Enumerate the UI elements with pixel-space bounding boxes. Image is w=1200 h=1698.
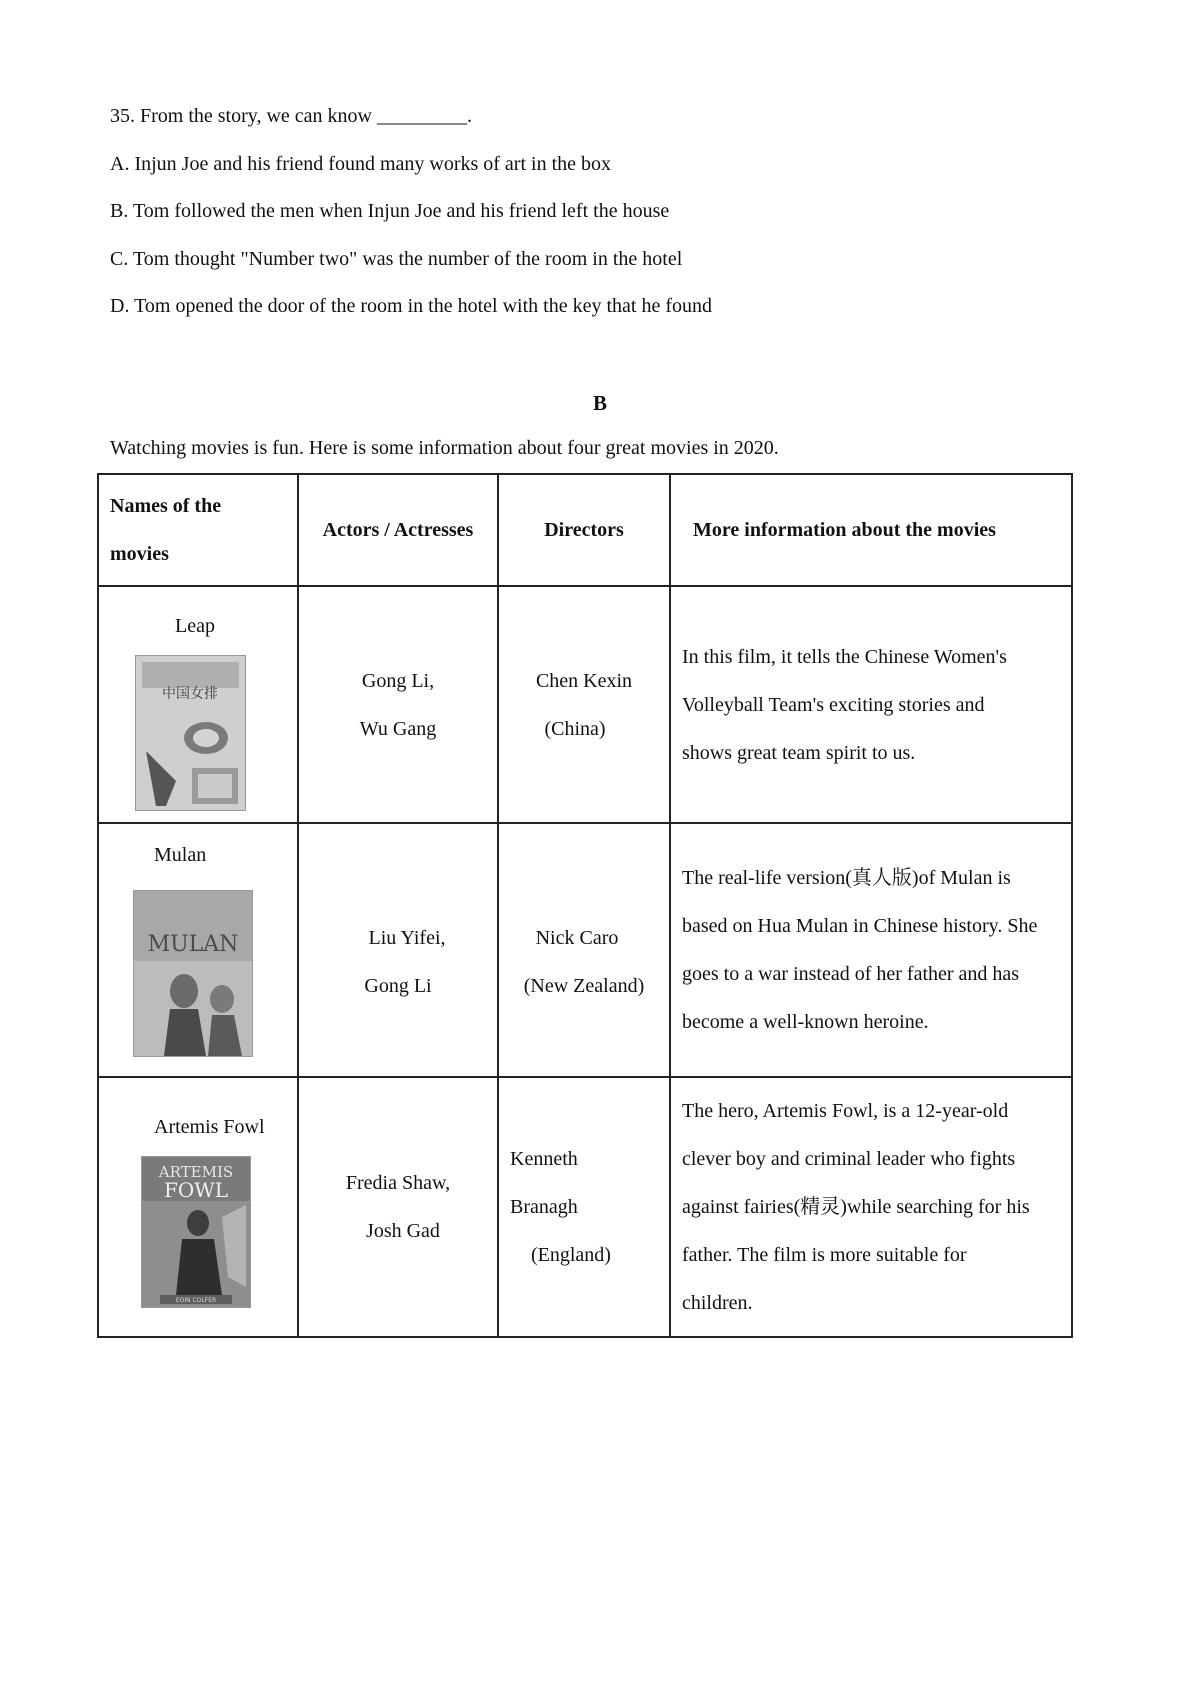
movie-poster-leap — [135, 655, 246, 811]
director-country: (England) — [531, 1244, 611, 1266]
movie-name-cell — [98, 823, 298, 1077]
actors-cell — [298, 823, 498, 1077]
info-line: In this film, it tells the Chinese Women's — [682, 645, 1007, 668]
movie-poster-mulan — [133, 890, 253, 1057]
table-header-row — [98, 474, 1072, 586]
header-names-line2: movies — [110, 543, 169, 565]
actor-name: Gong Li, — [361, 669, 435, 692]
poster-author-text: EOIN COLFER — [175, 1297, 217, 1304]
movie-poster-artemis-fowl — [141, 1156, 251, 1308]
actors-cell — [298, 586, 498, 823]
director-country: (New Zealand) — [523, 975, 645, 997]
director-name: Nick Caro — [535, 927, 619, 949]
table-row — [98, 823, 1072, 1077]
actor-name: Liu Yifei, — [368, 927, 446, 949]
poster-leap-icon — [136, 656, 245, 810]
poster-artemis-text: ARTEMIS — [158, 1163, 234, 1181]
poster-artemis-icon — [142, 1157, 250, 1307]
info-line: goes to a war instead of her father and has — [682, 963, 1020, 985]
section-intro: Watching movies is fun. Here is some information about four great movies in 2020. — [110, 437, 779, 459]
header-names — [98, 474, 298, 586]
info-cell — [670, 586, 1072, 823]
actor-name: Fredia Shaw, — [345, 1172, 451, 1194]
director-cell — [498, 1077, 670, 1337]
header-names-line1: Names of the — [110, 495, 222, 517]
info-line: father. The film is more suitable for — [682, 1244, 967, 1266]
info-cell — [670, 1077, 1072, 1337]
info-line: become a well-known heroine. — [682, 1011, 929, 1033]
header-actors: Actors / Actresses — [298, 474, 498, 586]
movie-title: Leap — [175, 615, 215, 637]
info-line: The hero, Artemis Fowl, is a 12-year-old — [682, 1100, 1009, 1122]
actor-name: Wu Gang — [359, 717, 437, 740]
movie-name-cell — [98, 1077, 298, 1337]
info-cell — [670, 823, 1072, 1077]
director-name: Branagh — [510, 1196, 578, 1218]
info-line: The real-life version(真人版)of Mulan is — [682, 867, 1011, 889]
info-line: shows great team spirit to us. — [682, 741, 916, 764]
option-b: B. Tom followed the men when Injun Joe and his friend left the house — [110, 200, 670, 222]
director-cell — [498, 586, 670, 823]
director-name: Kenneth — [510, 1148, 578, 1170]
movie-title: Mulan — [154, 844, 207, 866]
info-line: clever boy and criminal leader who fights — [682, 1148, 1016, 1170]
section-title: B — [592, 391, 607, 415]
option-c: C. Tom thought "Number two" was the number of the room in the hotel — [110, 248, 683, 270]
info-line: Volleyball Team's exciting stories and — [682, 693, 985, 716]
movie-name-cell — [98, 586, 298, 823]
poster-mulan-text: MULAN — [147, 932, 239, 957]
actors-cell — [298, 1077, 498, 1337]
table-row — [98, 586, 1072, 823]
director-country: (China) — [544, 717, 606, 740]
poster-leap-text: 中国女排 — [162, 686, 218, 702]
actor-name: Gong Li — [364, 975, 432, 997]
info-line: children. — [682, 1292, 753, 1314]
poster-mulan-icon — [134, 891, 252, 1056]
actor-name: Josh Gad — [366, 1220, 440, 1242]
movie-title: Artemis Fowl — [154, 1116, 265, 1138]
info-line: based on Hua Mulan in Chinese history. She — [682, 915, 1038, 937]
director-cell — [498, 823, 670, 1077]
header-directors: Directors — [498, 474, 670, 586]
poster-fowl-text: FOWL — [163, 1178, 229, 1202]
option-a: A. Injun Joe and his friend found many works of art in the box — [110, 153, 612, 175]
director-name: Chen Kexin — [535, 669, 633, 692]
question-stem: 35. From the story, we can know _________. — [110, 105, 472, 127]
movies-table — [97, 473, 1073, 1338]
option-d: D. Tom opened the door of the room in the hotel with the key that he found — [110, 295, 712, 317]
info-line: against fairies(精灵)while searching for his — [682, 1196, 1030, 1218]
table-row — [98, 1077, 1072, 1337]
header-more-info: More information about the movies — [670, 474, 1072, 586]
